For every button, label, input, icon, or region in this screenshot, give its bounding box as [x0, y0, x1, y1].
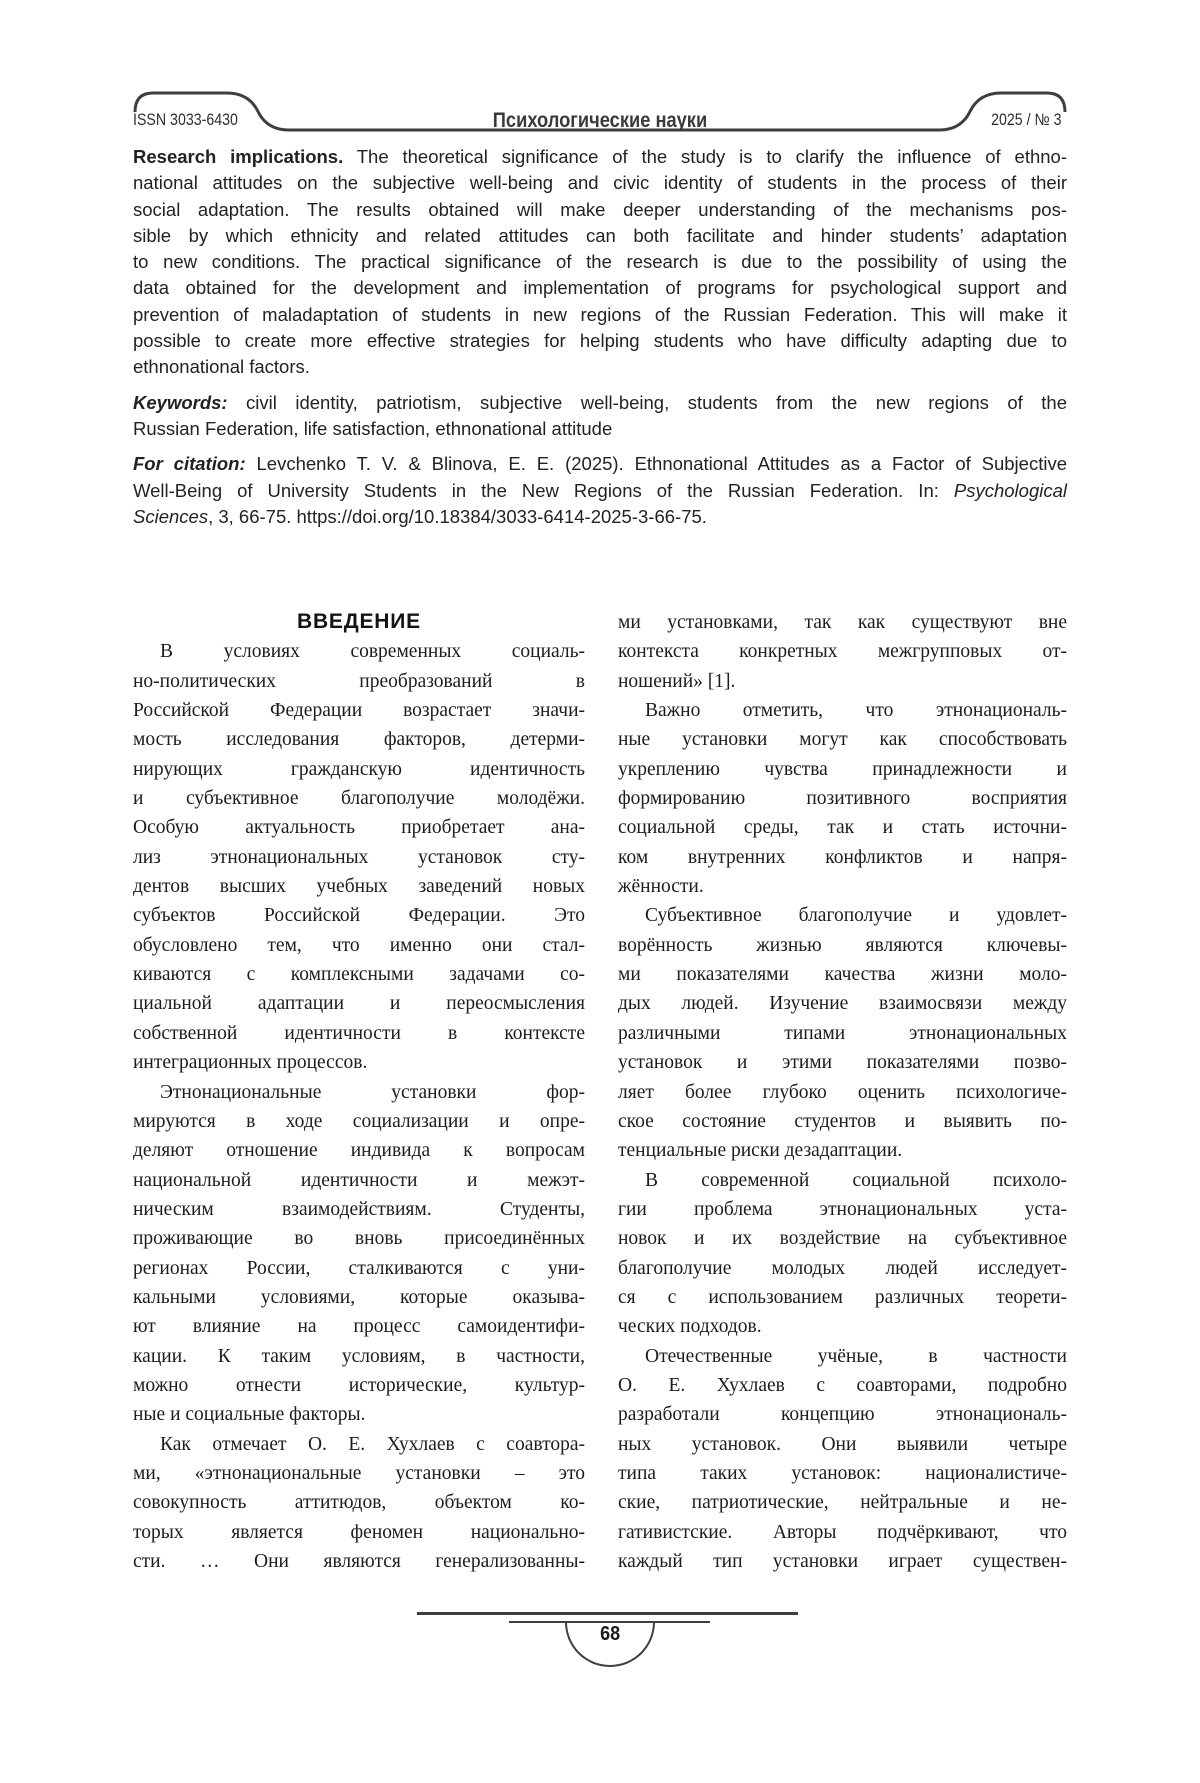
introduction-heading: ВВЕДЕНИЕ — [297, 610, 421, 633]
text-line: кации. К таким условиям, в частности, — [133, 1345, 585, 1367]
text-line: сти. … Они являются генерализованны- — [133, 1551, 585, 1572]
text-line: ношений» [1]. — [618, 670, 736, 692]
text-line: ми показателями качества жизни моло- — [618, 964, 1067, 986]
page-number-ornament — [565, 1622, 655, 1667]
text-line: торых является феномен национально- — [133, 1521, 585, 1543]
abstract-text-line: For citation: Levchenko T. V. & Blinova, E. E. (2025). Ethnonational Attitudes as a Factor of Subjective — [133, 453, 1067, 475]
text-line: социальной среды, так и стать источни- — [618, 817, 1067, 839]
text-line: мость исследования факторов, детерми- — [133, 729, 585, 751]
abstract-paragraph — [133, 390, 1067, 443]
text-line: Российской Федерации возрастает значи- — [133, 700, 585, 722]
abstract-text-line: ethnonational factors. — [133, 356, 310, 378]
text-line: Отечественные учёные, в частности — [645, 1345, 1067, 1367]
text-line: ческих подходов. — [618, 1316, 762, 1338]
issue-label: 2025 / № 3 — [991, 111, 1062, 129]
text-line: формированию позитивного восприятия — [618, 788, 1067, 810]
abstract-text-line: sible by which ethnicity and related attitudes can both facilitate and hinder students’ adaptation — [133, 224, 1067, 246]
text-line: каждый тип установки играет существен- — [618, 1551, 1067, 1572]
text-line: ют влияние на процесс самоидентифи- — [133, 1316, 585, 1338]
abstract-text-line: Keywords: civil identity, patriotism, subjective well-being, students from the new regions of the — [133, 391, 1067, 413]
page-header — [133, 88, 1067, 136]
text-line: регионах России, сталкиваются с уни- — [133, 1257, 585, 1279]
text-line: проживающие во вновь присоединённых — [133, 1228, 585, 1250]
text-line: Как отмечает О. Е. Хухлаев с соавтора- — [160, 1433, 585, 1455]
text-line: национальной идентичности и межэт- — [133, 1169, 585, 1191]
text-line: ляет более глубоко оценить психологиче- — [618, 1081, 1067, 1103]
right-column — [618, 608, 1067, 1576]
text-line: ские, патриотические, нейтральные и не- — [618, 1492, 1067, 1514]
text-line: ком внутренних конфликтов и напря- — [618, 846, 1067, 868]
text-line: деляют отношение индивида к вопросам — [133, 1140, 585, 1162]
text-line: совокупность аттитюдов, объектом ко- — [133, 1492, 585, 1514]
abstract-text-line: prevention of maladaptation of students in new regions of the Russian Federation. This will make it — [133, 303, 1067, 325]
text-line: установок и этими показателями позво- — [618, 1052, 1067, 1074]
text-line: ми, «этнонациональные установки – это — [133, 1462, 585, 1484]
text-line: ные и социальные факторы. — [133, 1404, 366, 1426]
text-line: ся с использованием различных теорети- — [618, 1286, 1067, 1308]
text-line: ворённость жизнью являются ключевы- — [618, 934, 1067, 956]
text-line: но-политических преобразований в — [133, 670, 585, 692]
issn-label: ISSN 3033-6430 — [133, 111, 238, 129]
abstract-paragraph — [133, 451, 1067, 530]
introduction-columns — [133, 608, 1067, 1576]
text-line: собственной идентичности в контексте — [133, 1022, 585, 1044]
text-line: интеграционных процессов. — [133, 1052, 368, 1074]
text-line: можно отнести исторические, культур- — [133, 1374, 585, 1396]
abstract-text-line: to new conditions. The practical significance of the research is due to the possibility of using the — [133, 251, 1067, 273]
abstract-text-line: Research implications. The theoretical significance of the study is to clarify the influence of ethno- — [133, 146, 1067, 167]
text-line: Важно отметить, что этнонациональ- — [645, 700, 1067, 722]
text-line: дых людей. Изучение взаимосвязи между — [618, 993, 1067, 1015]
text-line: киваются с комплексными задачами со- — [133, 964, 585, 986]
text-line: О. Е. Хухлаев с соавторами, подробно — [618, 1374, 1067, 1396]
text-line: субъектов Российской Федерации. Это — [133, 905, 585, 927]
abstract-text-line: Russian Federation, life satisfaction, ethnonational attitude — [133, 417, 613, 439]
text-line: новок и их воздействие на субъективное — [618, 1228, 1067, 1250]
text-line: мируются в ходе социализации и опре- — [133, 1110, 585, 1132]
text-line: различными типами этнонациональных — [618, 1022, 1067, 1044]
abstract-text-line: Well-Being of University Students in the New Regions of the Russian Federation. In: Psychological — [133, 479, 1067, 501]
abstract-text-line: Sciences, 3, 66-75. https://doi.org/10.18384/3033-6414-2025-3-66-75. — [133, 505, 707, 527]
text-line: благополучие молодых людей исследует- — [618, 1257, 1067, 1279]
text-line: Этнонациональные установки фор- — [160, 1081, 585, 1103]
text-line: Субъективное благополучие и удовлет- — [645, 905, 1067, 927]
text-line: разработали концепцию этнонациональ- — [618, 1404, 1067, 1426]
text-line: ническим взаимодействиям. Студенты, — [133, 1198, 585, 1220]
text-line: В условиях современных социаль- — [160, 641, 585, 663]
abstract-paragraph — [133, 144, 1067, 381]
text-line: кальными условиями, которые оказыва- — [133, 1286, 585, 1308]
text-line: и субъективное благополучие молодёжи. — [133, 788, 585, 810]
text-line: контекста конкретных межгрупповых от- — [618, 641, 1067, 663]
text-line: дентов высших учебных заведений новых — [133, 876, 585, 898]
text-line: нирующих гражданскую идентичность — [133, 758, 585, 780]
abstract-text-line: data obtained for the development and implementation of programs for psychological support and — [133, 277, 1067, 299]
abstract-text-line: national attitudes on the subjective well-being and civic identity of students in the process of their — [133, 172, 1067, 194]
text-line: ское состояние студентов и выявить по- — [618, 1110, 1067, 1132]
text-line: лиз этнонациональных установок сту- — [133, 846, 585, 868]
page-number: 68 — [599, 1623, 621, 1645]
text-line: укреплению чувства принадлежности и — [618, 758, 1067, 780]
abstract-block — [133, 144, 1067, 530]
left-column — [133, 608, 585, 1576]
footer-rule-long — [417, 1612, 798, 1615]
text-line: типа таких установок: националистиче- — [618, 1462, 1067, 1484]
text-line: обусловлено тем, что именно они стал- — [133, 934, 585, 956]
text-line: ные установки могут как способствовать — [618, 729, 1067, 751]
text-line: В современной социальной психоло- — [645, 1169, 1067, 1191]
text-line: гии проблема этнонациональных уста- — [618, 1198, 1067, 1220]
text-line: Особую актуальность приобретает ана- — [133, 817, 585, 839]
journal-section-title: Психологические науки — [492, 108, 708, 132]
text-line: гативистские. Авторы подчёркивают, что — [618, 1521, 1067, 1543]
text-line: ных установок. Они выявили четыре — [618, 1433, 1067, 1455]
text-line: тенциальные риски дезадаптации. — [618, 1140, 903, 1162]
abstract-text-line: possible to create more effective strategies for helping students who have difficulty adapting due to — [133, 330, 1067, 352]
text-line: ми установками, так как существуют вне — [618, 612, 1067, 633]
text-line: жённости. — [618, 876, 704, 898]
abstract-text-line: social adaptation. The results obtained will make deeper understanding of the mechanisms pos- — [133, 198, 1067, 220]
text-line: циальной адаптации и переосмысления — [133, 993, 585, 1015]
